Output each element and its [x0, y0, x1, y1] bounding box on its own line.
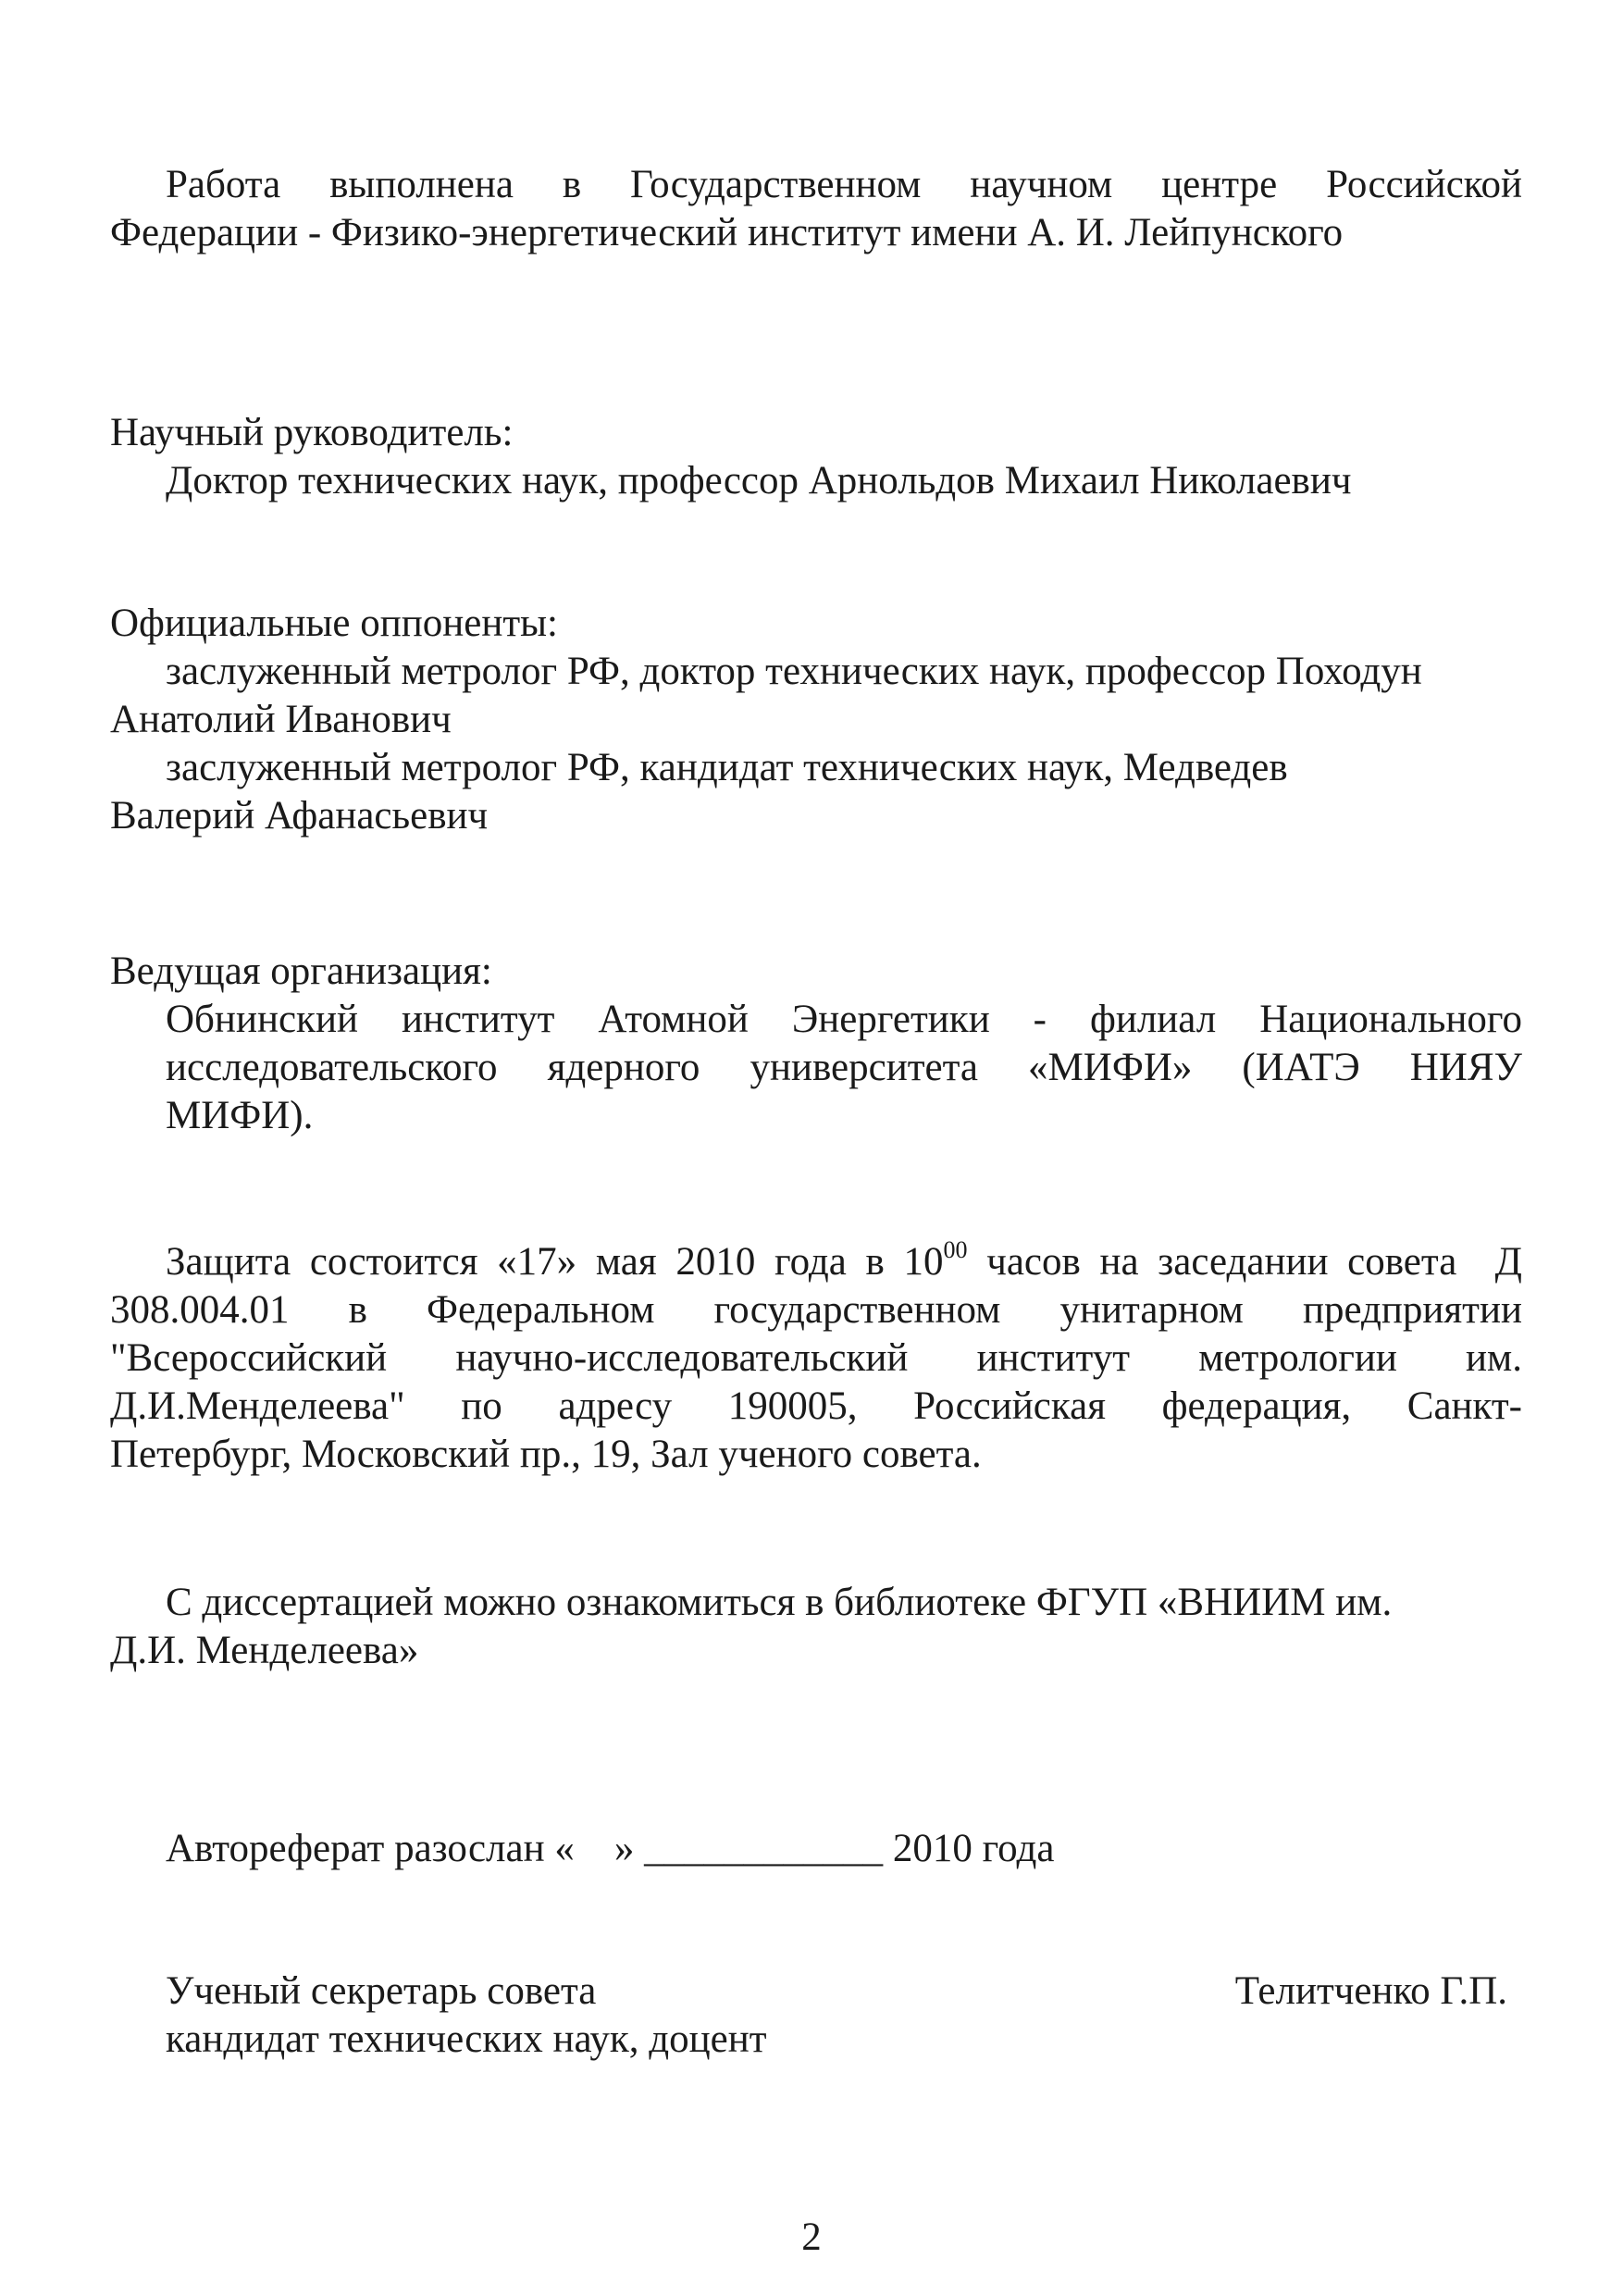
page-number: 2: [801, 2215, 822, 2259]
library-line-2: Д.И. Менделеева»: [110, 1629, 419, 1672]
opponent-1-line-1: заслуженный метролог РФ, доктор технических наук, профессор Походун: [166, 650, 1422, 693]
defense-line-1: [110, 1238, 1522, 1286]
opponent-2-line-2: Валерий Афанасьевич: [110, 794, 489, 838]
mailed-paragraph: [110, 1825, 1522, 1873]
defense-line-1-tail: часов на заседании совета Д: [967, 1240, 1522, 1284]
opponents-section: [110, 600, 1522, 840]
lead-org-line-2: исследовательского ядерного университета «МИФИ» (ИАТЭ НИЯУ: [166, 1046, 1522, 1089]
secretary-title-line-1: Ученый секретарь совета: [166, 1969, 597, 2013]
secretary-name: Телитченко Г.П.: [1234, 1969, 1507, 2013]
defense-time-minutes: 00: [943, 1236, 968, 1263]
defense-line-1-text: Защита состоится «17» мая 2010 года в 10: [166, 1240, 944, 1284]
defense-line-2: 308.004.01 в Федеральном государственном унитарном предприятии: [110, 1288, 1522, 1332]
lead-org-section: [110, 948, 1522, 1140]
library-line-1: С диссертацией можно ознакомиться в библиотеке ФГУП «ВНИИМ им.: [166, 1581, 1393, 1624]
secretary-title-line-2: кандидат технических наук, доцент: [166, 2017, 767, 2061]
opponent-1-line-2: Анатолий Иванович: [110, 698, 452, 741]
lead-org-line-3: МИФИ).: [166, 1094, 314, 1137]
library-paragraph: [110, 1579, 1522, 1675]
work-location-line-2: Федерации - Физико-энергетический институт имени А. И. Лейпунского: [110, 211, 1344, 254]
supervisor-section: [110, 409, 1522, 505]
supervisor-heading: Научный руководитель:: [110, 411, 514, 454]
mailed-text: Автореферат разослан « » ____________ 2010 года: [166, 1827, 1055, 1870]
defense-line-5: Петербург, Московский пр., 19, Зал ученого совета.: [110, 1433, 982, 1476]
secretary-block: [166, 1967, 1507, 2064]
lead-org-line-1: Обнинский институт Атомной Энергетики - филиал Национального: [166, 998, 1522, 1041]
work-location-paragraph: [110, 161, 1522, 257]
defense-line-4: Д.И.Менделеева" по адресу 190005, Российская федерация, Санкт-: [110, 1384, 1522, 1428]
defense-paragraph: [110, 1238, 1522, 1479]
opponents-heading: Официальные оппоненты:: [110, 602, 558, 645]
defense-line-3: "Всероссийский научно-исследовательский институт метрологии им.: [110, 1336, 1522, 1380]
lead-org-body: [110, 996, 1522, 1140]
work-location-line-1: Работа выполнена в Государственном научном центре Российской: [166, 163, 1522, 206]
supervisor-name: Доктор технических наук, профессор Арнольдов Михаил Николаевич: [166, 459, 1352, 503]
opponent-2-line-1: заслуженный метролог РФ, кандидат технических наук, Медведев: [166, 746, 1288, 789]
lead-org-heading: Ведущая организация:: [110, 949, 492, 993]
